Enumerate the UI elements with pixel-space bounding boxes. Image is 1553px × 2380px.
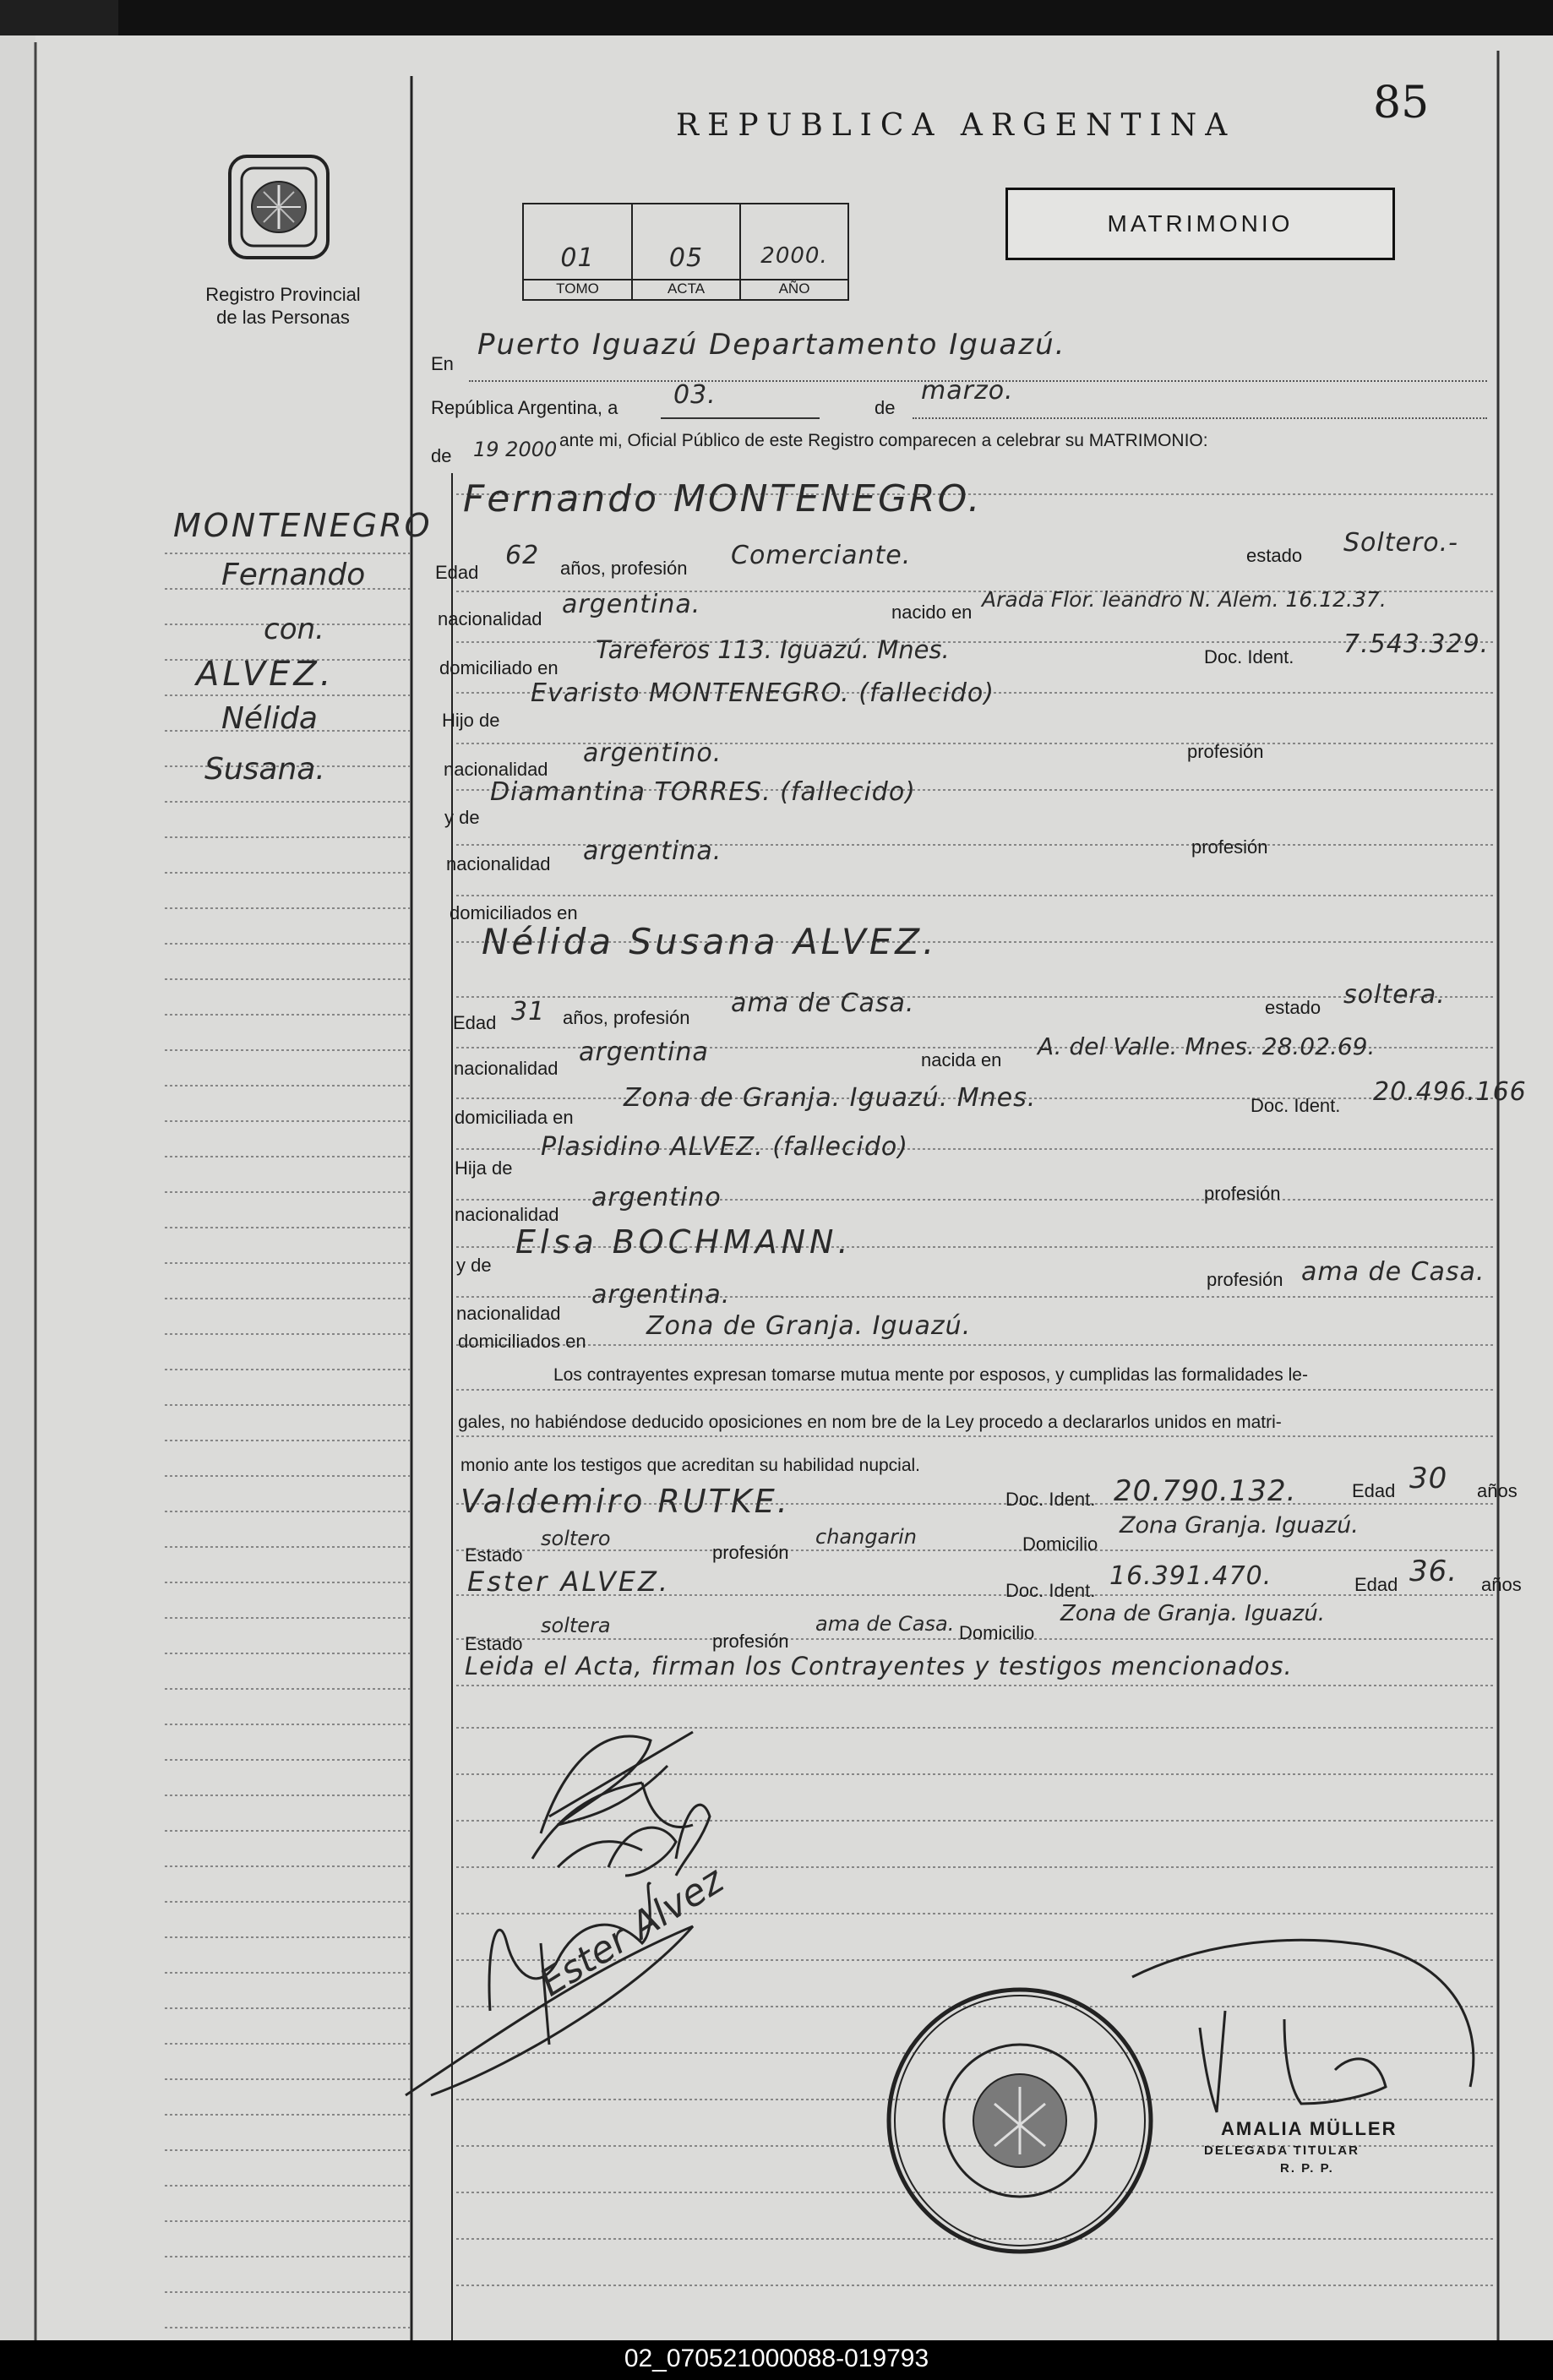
bride-mother: Elsa BOCHMANN. [515, 1223, 853, 1261]
bride-domicilio: Zona de Granja. Iguazú. Mnes. [624, 1083, 1037, 1113]
witness1-domicilio: Zona Granja. Iguazú. [1120, 1512, 1359, 1539]
groom-yde-label: y de [444, 807, 480, 828]
groom-father: Evaristo MONTENEGRO. (fallecido) [531, 678, 994, 708]
witness2-edad-label: Edad [1354, 1574, 1398, 1595]
groom-father-prof-label: profesión [1187, 741, 1264, 762]
witness1-estado: soltero [541, 1527, 611, 1550]
bride-nacida: A. del Valle. Mnes. 28.02.69. [1038, 1032, 1376, 1060]
bride-mother-prof-label: profesión [1207, 1269, 1283, 1290]
bride-father-nac: argentino [591, 1183, 722, 1212]
witness2-name: Ester ALVEZ. [467, 1566, 671, 1598]
page-number: 85 [1373, 78, 1430, 128]
en-label: En [431, 353, 454, 374]
margin-con: con. [264, 613, 324, 646]
official-stamp-icon [889, 1990, 1151, 2252]
groom-hijo-label: Hijo de [442, 710, 500, 731]
bride-estado: soltera. [1343, 980, 1446, 1010]
bride-father: Plasidino ALVEZ. (fallecido) [541, 1132, 908, 1162]
witness1-estado-label: Estado [465, 1544, 523, 1566]
bride-mother-prof: ama de Casa. [1301, 1257, 1485, 1287]
witness2-estado: soltera [541, 1614, 611, 1637]
day-value: 03. [673, 380, 717, 410]
file-id-caption: 02_070521000088-019793 [624, 2345, 929, 2372]
signature-groom-icon [532, 1732, 693, 1867]
margin-middlename-bride: Susana. [204, 752, 325, 787]
groom-dom-label: domiciliado en [439, 657, 559, 678]
groom-estado: Soltero.- [1343, 528, 1459, 558]
year-value: 19 2000 [473, 438, 558, 461]
bride-mother-nac: argentina. [591, 1280, 731, 1310]
witness1-doc-label: Doc. Ident. [1005, 1489, 1096, 1510]
groom-nacido-label: nacido en [891, 602, 973, 623]
month-value: marzo. [921, 376, 1014, 406]
bride-parents-dom: Zona de Granja. Iguazú. [646, 1311, 972, 1341]
bride-nac-label: nacionalidad [454, 1058, 559, 1079]
bride-father-nac-label: nacionalidad [455, 1204, 559, 1225]
bride-yde-label: y de [456, 1255, 492, 1276]
witness2-anos-label: años [1481, 1574, 1522, 1595]
official-role: DELEGADA TITULAR [1204, 2143, 1360, 2158]
bride-hija-label: Hija de [455, 1157, 513, 1179]
tomo-value: 01 [560, 243, 595, 273]
groom-edad: 62 [505, 541, 540, 570]
witness2-prof-label: profesión [712, 1631, 789, 1652]
closing-statement: Leida el Acta, firman los Contrayentes y testigos mencionados. [465, 1652, 1293, 1680]
groom-profesion: Comerciante. [731, 541, 912, 570]
witness2-doc: 16.391.470. [1109, 1561, 1272, 1591]
bride-nacionalidad: argentina [579, 1038, 709, 1067]
groom-nacionalidad: argentina. [562, 590, 701, 619]
declaration-line-1: Los contrayentes expresan tomarse mutua mente por esposos, y cumplidas las formalidades le- [553, 1365, 1308, 1385]
groom-mother-nac: argentina. [583, 836, 722, 866]
ano-label: AÑO [778, 280, 810, 297]
witness2-estado-label: Estado [465, 1633, 523, 1654]
groom-domicilio: Tareferos 113. Iguazú. Mnes. [596, 635, 950, 664]
margin-firstname-groom: Fernando [221, 558, 366, 592]
witness1-doc: 20.790.132. [1114, 1474, 1297, 1508]
act-type-box [1005, 188, 1395, 260]
witness2-dom-label: Domicilio [959, 1622, 1035, 1643]
witness1-profesion: changarin [815, 1525, 918, 1549]
groom-mother-prof-label: profesión [1191, 836, 1268, 858]
registry-line-2: de las Personas [216, 307, 350, 328]
year-prefix: de [431, 445, 452, 466]
acta-value: 05 [668, 243, 704, 273]
acta-label: ACTA [667, 280, 706, 297]
groom-parents-dom-label: domiciliados en [450, 902, 578, 923]
tomo-label: TOMO [556, 280, 599, 297]
place-value: Puerto Iguazú Departamento Iguazú. [477, 328, 1066, 362]
witness2-profesion: ama de Casa. [815, 1612, 955, 1636]
signature-bride-icon [608, 1783, 710, 1876]
declaration-line-2: gales, no habiéndose deducido oposiciones en nom bre de la Ley procedo a declararlos unidos en matri- [458, 1413, 1282, 1432]
groom-nac-label: nacionalidad [438, 608, 542, 629]
groom-edad-label: Edad [435, 562, 479, 583]
signature-official-icon [1132, 1940, 1474, 2112]
signature-witness2: Ester Alvez [532, 1858, 732, 2006]
witness1-edad: 30 [1409, 1462, 1448, 1495]
tomo-acta-ano-box [522, 203, 849, 301]
bride-profesion-label: años, profesión [563, 1007, 690, 1028]
bride-dom-label: domiciliada en [455, 1107, 574, 1128]
groom-mother: Diamantina TORRES. (fallecido) [490, 777, 916, 807]
witness2-doc-label: Doc. Ident. [1005, 1580, 1096, 1601]
declaration-line-3: monio ante los testigos que acreditan su habilidad nupcial. [460, 1456, 921, 1475]
bride-father-prof-label: profesión [1204, 1183, 1281, 1204]
official-org: R. P. P. [1280, 2161, 1334, 2176]
groom-father-nac: argentino. [583, 738, 722, 768]
groom-name: Fernando MONTENEGRO. [463, 477, 983, 520]
bride-name: Nélida Susana ALVEZ. [482, 921, 938, 962]
official-name: AMALIA MÜLLER [1221, 2118, 1398, 2139]
bride-doc: 20.496.166 [1373, 1077, 1527, 1107]
bride-edad-label: Edad [453, 1012, 497, 1033]
witness1-dom-label: Domicilio [1022, 1533, 1098, 1555]
groom-mother-nac-label: nacionalidad [446, 853, 551, 874]
bride-mother-nac-label: nacionalidad [456, 1303, 561, 1324]
groom-nacido: Arada Flor. leandro N. Alem. 16.12.37. [982, 587, 1387, 612]
groom-doc-label: Doc. Ident. [1204, 646, 1294, 667]
witness1-prof-label: profesión [712, 1542, 789, 1563]
bride-estado-label: estado [1265, 997, 1321, 1018]
witness2-edad: 36. [1409, 1555, 1458, 1588]
bride-doc-label: Doc. Ident. [1251, 1095, 1341, 1116]
de-label: de [875, 397, 896, 418]
country-title: REPUBLICA ARGENTINA [676, 108, 1236, 143]
groom-doc: 7.543.329. [1343, 629, 1490, 659]
provincial-seal-icon [230, 156, 328, 258]
witness1-name: Valdemiro RUTKE. [460, 1483, 790, 1520]
registry-name [177, 283, 389, 329]
ano-value: 2000. [760, 243, 828, 269]
margin-firstname-bride: Nélida [221, 701, 318, 736]
year-suffix: ante mi, Oficial Público de este Registro comparecen a celebrar su MATRIMONIO: [559, 431, 1208, 450]
margin-surname-groom: MONTENEGRO [173, 507, 433, 544]
bride-profesion: ama de Casa. [731, 988, 915, 1018]
bride-edad: 31 [511, 997, 546, 1027]
act-type-label: MATRIMONIO [1107, 210, 1294, 237]
rep-label: República Argentina, a [431, 397, 618, 418]
groom-estado-label: estado [1246, 545, 1303, 566]
groom-father-nac-label: nacionalidad [444, 759, 548, 780]
witness1-anos-label: años [1477, 1480, 1518, 1501]
margin-surname-bride: ALVEZ. [196, 655, 335, 694]
witness1-edad-label: Edad [1352, 1480, 1396, 1501]
groom-profesion-label: años, profesión [560, 558, 688, 579]
bride-nacida-label: nacida en [921, 1049, 1002, 1070]
registry-line-1: Registro Provincial [205, 284, 361, 305]
witness2-domicilio: Zona de Granja. Iguazú. [1060, 1601, 1326, 1626]
bride-parents-dom-label: domiciliados en [458, 1331, 586, 1352]
